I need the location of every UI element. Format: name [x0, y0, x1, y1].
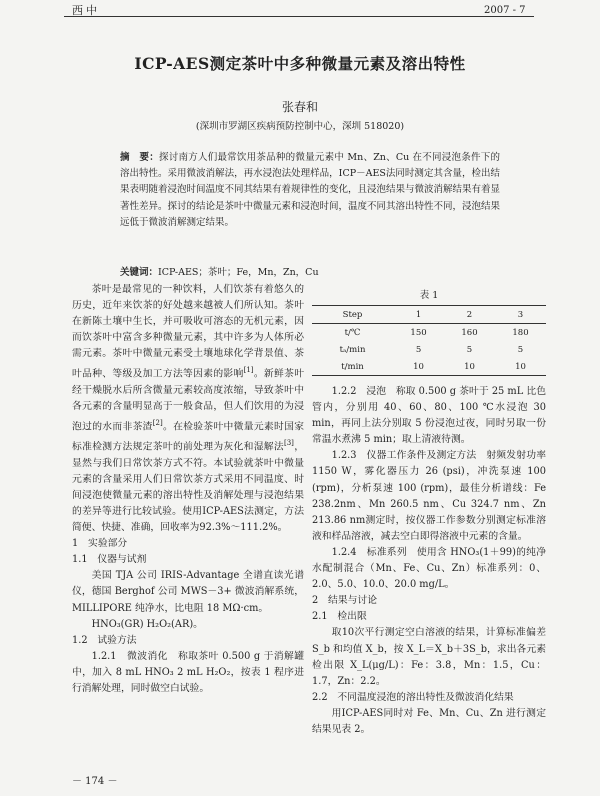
section-heading-1: 1 实验部分	[72, 538, 128, 550]
right-column	[312, 384, 546, 738]
soaking-paragraph: 1.2.2 浸泡 称取 0.500 g 茶叶于 25 mL 比色管内，分别用 40、60、80、100 ℃水浸泡 30 min，再同上法分别取 5 份浸泡过夜，同时另取一份常温水煮沸 5 min；取上清液待测。	[312, 386, 546, 446]
instrument-conditions-paragraph: 1.2.3 仪器工作条件及测定方法 射频发射功率 1150 W，雾化器压力 26 (psi)，冲洗泵速 100 (rpm)，分析泵速 100 (rpm)，最佳分析谱线：Fe 238.2nm、Mn 260.5 nm、Cu 324.7 nm、Zn 213.86 nm测定时，按仪器工作参数分别测定标准溶液和样品溶液，减去空白即得溶液中元素的含量。	[312, 450, 546, 542]
instruments-paragraph: 美国 TJA 公司 IRIS-Advantage 全谱直读光谱仪，德国 Berghof 公司 MWS－3+ 微波消解系统，MILLIPORE 纯净水，比电阻 18 MΩ·cm。	[72, 570, 304, 614]
table-cell: tₐ/min	[339, 344, 366, 355]
table-header-cell: Step	[312, 306, 393, 324]
microwave-paragraph: 1.2.1 微波消化 称取茶叶 0.500 g 于消解罐中，加入 8 mL HNO₃ 2 mL H₂O₂，按表 1 程序进行消解处理，同时做空白试验。	[72, 650, 304, 695]
table-cell: 5	[415, 344, 422, 355]
table-cell: 10	[495, 358, 546, 376]
results-paragraph: 用ICP-AES同时对 Fe、Mn、Cu、Zn 进行测定结果见表 2。	[312, 707, 546, 735]
keywords	[120, 264, 319, 278]
abstract-label: 摘 要：	[120, 152, 159, 163]
table-caption: 表 1	[419, 290, 439, 301]
table-row	[312, 341, 546, 358]
left-column	[72, 282, 304, 697]
table-cell: t/℃	[344, 327, 361, 338]
ref-1: [1]	[243, 366, 254, 375]
table-cell: 5	[466, 344, 473, 355]
table-header-cell: 3	[495, 306, 546, 324]
section-heading-2: 2 结果与讨论	[312, 595, 378, 607]
standard-series-paragraph: 1.2.4 标准系列 使用含 HNO₃(1＋99)的纯净水配制混合（Mn、Fe、Cu、Zn）标准系列：0、2.0、5.0、10.0、20.0 mg/L。	[312, 546, 546, 591]
keywords-text: ICP-AES；茶叶；Fe，Mn，Zn，Cu	[158, 267, 319, 278]
paper-title: ICP-AES测定茶叶中多种微量元素及溶出特性	[134, 54, 466, 73]
table-header-cell: 1	[393, 306, 444, 324]
table-row	[312, 358, 546, 376]
journal-name: 西中	[72, 4, 100, 17]
section-heading-1-1: 1.1 仪器与试剂	[72, 554, 147, 566]
ref-2: [2]	[152, 419, 163, 428]
table-cell: 10	[444, 358, 495, 376]
intro-paragraph: 茶叶是最常见的一种饮料，人们饮茶有着悠久的历史，近年来饮茶的好处越来越被人们所认知。茶叶在新陈土壤中生长，并可吸收可溶态的无机元素，因而饮茶叶中富含多种微量元素，其中许多为人体所必需元素。茶叶中微量元素受土壤地球化学背景值、茶叶品种、等级及加工方法等因素的影响[1]。新鲜茶叶经干燥脱水后所含微量元素较高度浓缩，导致茶叶中各元素的含量明显高于一般食品，但人们饮用的为浸泡过的水而非茶渣[2]。在检验茶叶中微量元素时国家标准检测方法规定茶叶的前处理为灰化和湿解法[3]，显然与我们日常饮茶方式不符。本试验就茶叶中微量元素的含量采用人们日常饮茶方式采用不同温度、时间浸泡使微量元素的溶出特性及消解处理与浸泡结果的差异等进行比较试验。使用ICP-AES法测定，方法简便、快捷、准确，回收率为92.3%～111.2%。	[72, 284, 305, 534]
page-number: － 174 －	[72, 776, 118, 787]
section-heading-2-2: 2.2 不同温度浸泡的溶出特性及微波消化结果	[312, 691, 514, 703]
detection-limit-paragraph: 取10次平行测定空白溶液的结果，计算标准偏差 S_b 和均值 X_b，按 X_L＝X_b＋3S_b，求出各元素检出限 X_L(μg/L)：Fe：3.8，Mn：1.5，Cu：1.7，Zn：2.2。	[312, 627, 546, 687]
table-cell: 5	[517, 344, 524, 355]
keywords-label: 关键词：	[120, 267, 159, 278]
author: 张春和	[281, 100, 318, 114]
digestion-table	[312, 305, 546, 376]
table-header-cell: 2	[444, 306, 495, 324]
abstract-text: 探讨南方人们最常饮用茶品种的微量元素中 Mn、Zn、Cu 在不同浸泡条件下的溶出特性。采用微波消解法，再水浸泡法处理样品，ICP－AES法同时测定其含量，检出结果表明随着浸泡时间温度不同其结果有着规律性的变化，且浸泡结果与微波消解结果有着显著性差异。探讨的结论是茶叶中微量元素和浸泡时间，温度不同其溶出特性不同，浸泡结果远低于微波消解测定结果。	[120, 152, 501, 228]
table-header-row	[312, 306, 546, 324]
header-rule	[64, 16, 534, 17]
section-heading-1-2: 1.2 试验方法	[72, 634, 137, 646]
ref-3: [3]	[283, 439, 294, 448]
affiliation: (深圳市罗湖区疾病预防控制中心，深圳 518020)	[195, 121, 405, 132]
table-cell: 150	[410, 327, 427, 338]
abstract	[120, 150, 500, 231]
section-heading-2-1: 2.1 检出限	[312, 611, 367, 623]
table-cell: 180	[512, 327, 529, 338]
table-cell: 10	[393, 358, 444, 376]
table-row	[312, 324, 546, 342]
issue-number: 2007 - 7	[484, 5, 526, 16]
table-cell: t/min	[312, 358, 393, 376]
reagents-paragraph: HNO₃(GR) H₂O₂(AR)。	[91, 618, 203, 630]
table-cell: 160	[461, 327, 478, 338]
